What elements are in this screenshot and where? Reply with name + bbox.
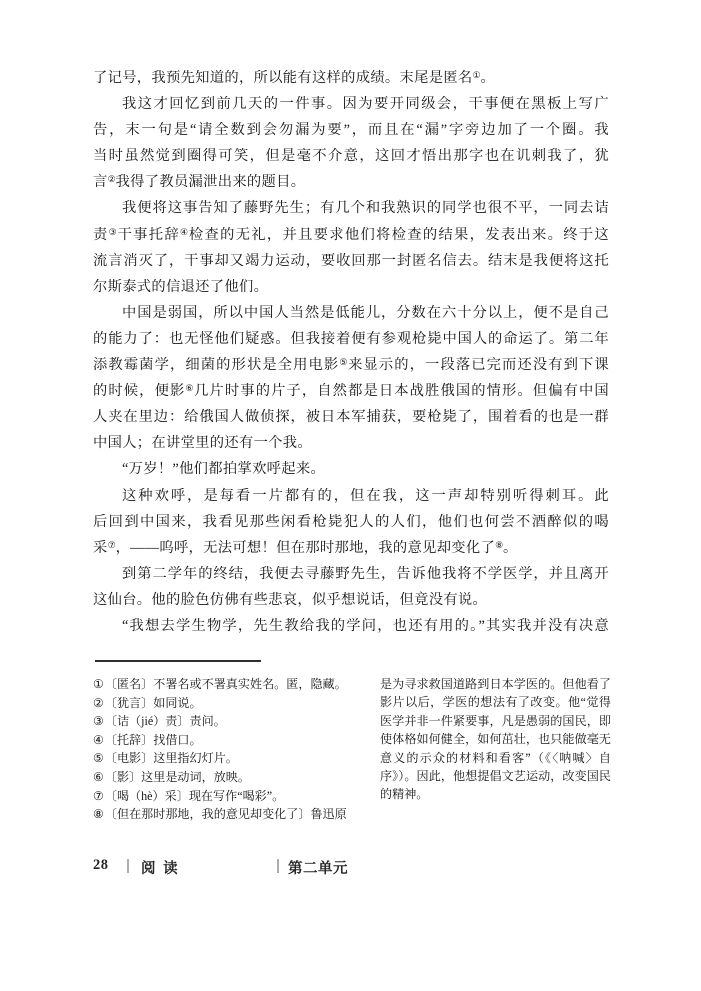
text-line: “我想去学生物学，先生教给我的学问，也还有用的。”其实我并没有决意 [122, 617, 609, 634]
footnote-ref: ⑦ [107, 539, 116, 550]
paragraph [93, 456, 609, 482]
text-line: 我便将这事告知了藤野先生；有几个和我熟识的同学也很不平，一同去诘 [122, 200, 609, 217]
text-line: 后回到中国来，我看见那些闲看枪毙犯人的人们，他们也何尝不酒醉似的喝 [93, 513, 609, 530]
footnote-ref: ⑥ [185, 383, 195, 394]
footnote-continuation: 是为寻求救国道路到日本学医的。但他看了影片以后，学医的想法有了改变。他“觉得医学并非一件紧要事，凡是愚弱的国民，即使体格如何健全，如何茁壮，也只能做毫无意义的示众的材料和看客”（《〈呐喊〉自序》）。因此，他想提倡文艺运动，改变国民的精神。 [380, 677, 611, 802]
footnotes-left-column [93, 675, 363, 824]
text-line: 到第二学年的终结，我便去寻藤野先生，告诉他我将不学医学，并且离开 [122, 565, 609, 582]
page-footer [93, 857, 493, 877]
section-label: 阅 读 [141, 861, 180, 877]
footnote-text: 〔喝（hè）采〕现在写作“喝彩”。 [104, 788, 285, 803]
body-text [93, 65, 609, 639]
footnote-text: 〔托辞〕找借口。 [104, 732, 202, 747]
footnote-marker: ⑧ [93, 807, 104, 822]
footnote-text: 〔影〕这里是动词，放映。 [104, 769, 250, 784]
paragraph [93, 483, 609, 561]
text-line: 这仙台。他的脸色仿佛有些悲哀，似乎想说话，但竟没有说。 [93, 591, 488, 608]
paragraph [93, 300, 609, 457]
footnote-item [93, 749, 363, 768]
text-line: 告，末一句是“请全数到会勿漏为要”，而且在“漏”字旁边加了一个圈。我 [93, 122, 609, 139]
text-line: 了记号，我预先知道的，所以能有这样的成绩。末尾是匿名①。 [93, 70, 496, 86]
footnote-text: 〔匿名〕不署名或不署真实姓名。匿，隐藏。 [104, 677, 347, 691]
footnote-text: 〔诘（jié）责〕责问。 [104, 714, 226, 729]
footnote-item [93, 768, 363, 787]
text-line: 当时虽然觉到圈得可笑，但是毫不介意，这回才悟出那字也在讥刺我了，犹 [93, 148, 609, 165]
footnote-item [93, 805, 363, 824]
text-line: 人夹在里边：给俄国人做侦探，被日本军捕获，要枪毙了，围着看的也是一群 [93, 409, 609, 426]
text-line: 流言消灭了，干事却又竭力运动，要收回那一封匿名信去。结末是我便将这托 [93, 252, 609, 269]
footnote-marker: ⑦ [93, 788, 104, 803]
footnotes-right-column [380, 675, 611, 804]
unit-label: 第二单元 [288, 861, 348, 877]
footnote-ref: ③ [108, 226, 118, 237]
footer-divider [127, 859, 129, 873]
footnote-marker: ② [93, 695, 104, 710]
footnote-marker: ① [93, 677, 104, 691]
footnote-marker: ③ [93, 714, 104, 729]
paragraph [93, 65, 609, 91]
footnote-item [93, 712, 363, 731]
text-line: 的能力了：也无怪他们疑惑。但我接着便有参观枪毙中国人的命运了。第二年 [93, 330, 609, 347]
footnote-item [93, 675, 363, 694]
footer-divider [277, 859, 279, 873]
footnote-ref: ⑧ [495, 539, 504, 550]
paragraph [93, 613, 609, 639]
footnote-item [93, 694, 363, 713]
text-line: 中国人；在讲堂里的还有一个我。 [93, 435, 312, 452]
paragraph [93, 91, 609, 195]
footnote-marker: ④ [93, 732, 104, 747]
footnote-ref: ④ [179, 226, 189, 237]
footnote-marker: ⑥ [93, 769, 104, 784]
text-line: 这种欢呼，是每看一片都有的，但在我，这一声却特别听得刺耳。此 [122, 487, 609, 504]
text-line: 中国是弱国，所以中国人当然是低能儿，分数在六十分以上，便不是自己 [122, 304, 609, 321]
footnote-item [93, 787, 363, 806]
footnote-ref: ⑤ [339, 357, 349, 368]
footnote-ref: ① [472, 70, 481, 81]
text-line: “万岁！”他们都拍掌欢呼起来。 [122, 461, 326, 478]
text-line: 采⑦，——呜呼，无法可想！但在那时那地，我的意见却变化了⑧。 [93, 539, 518, 556]
footnote-text: 〔犹言〕如同说。 [104, 695, 202, 710]
footnote-rule [95, 660, 261, 662]
text-line: 责③干事托辞④检查的无礼，并且要求他们将检查的结果，发表出来。终于这 [93, 226, 609, 243]
paragraph [93, 195, 609, 299]
page-number: 28 [93, 857, 109, 873]
footnote-marker: ⑤ [93, 751, 104, 766]
footnote-ref: ② [107, 174, 116, 185]
text-line: 的时候，便影⑥几片时事的片子，自然都是日本战胜俄国的情形。但偏有中国 [93, 383, 609, 400]
footnote-text: 〔但在那时那地，我的意见却变化了〕鲁迅原 [104, 807, 347, 822]
footnote-text: 〔电影〕这里指幻灯片。 [104, 751, 238, 766]
text-line: 我这才回忆到前几天的一件事。因为要开同级会，干事便在黑板上写广 [122, 96, 609, 113]
paragraph [93, 561, 609, 613]
text-line: 尔斯泰式的信退还了他们。 [93, 278, 269, 295]
footnote-item [93, 731, 363, 750]
text-line: 添教霉菌学，细菌的形状是全用电影⑤来显示的，一段落已完而还没有到下课 [93, 357, 609, 374]
text-line: 言②我得了教员漏泄出来的题目。 [93, 174, 306, 191]
